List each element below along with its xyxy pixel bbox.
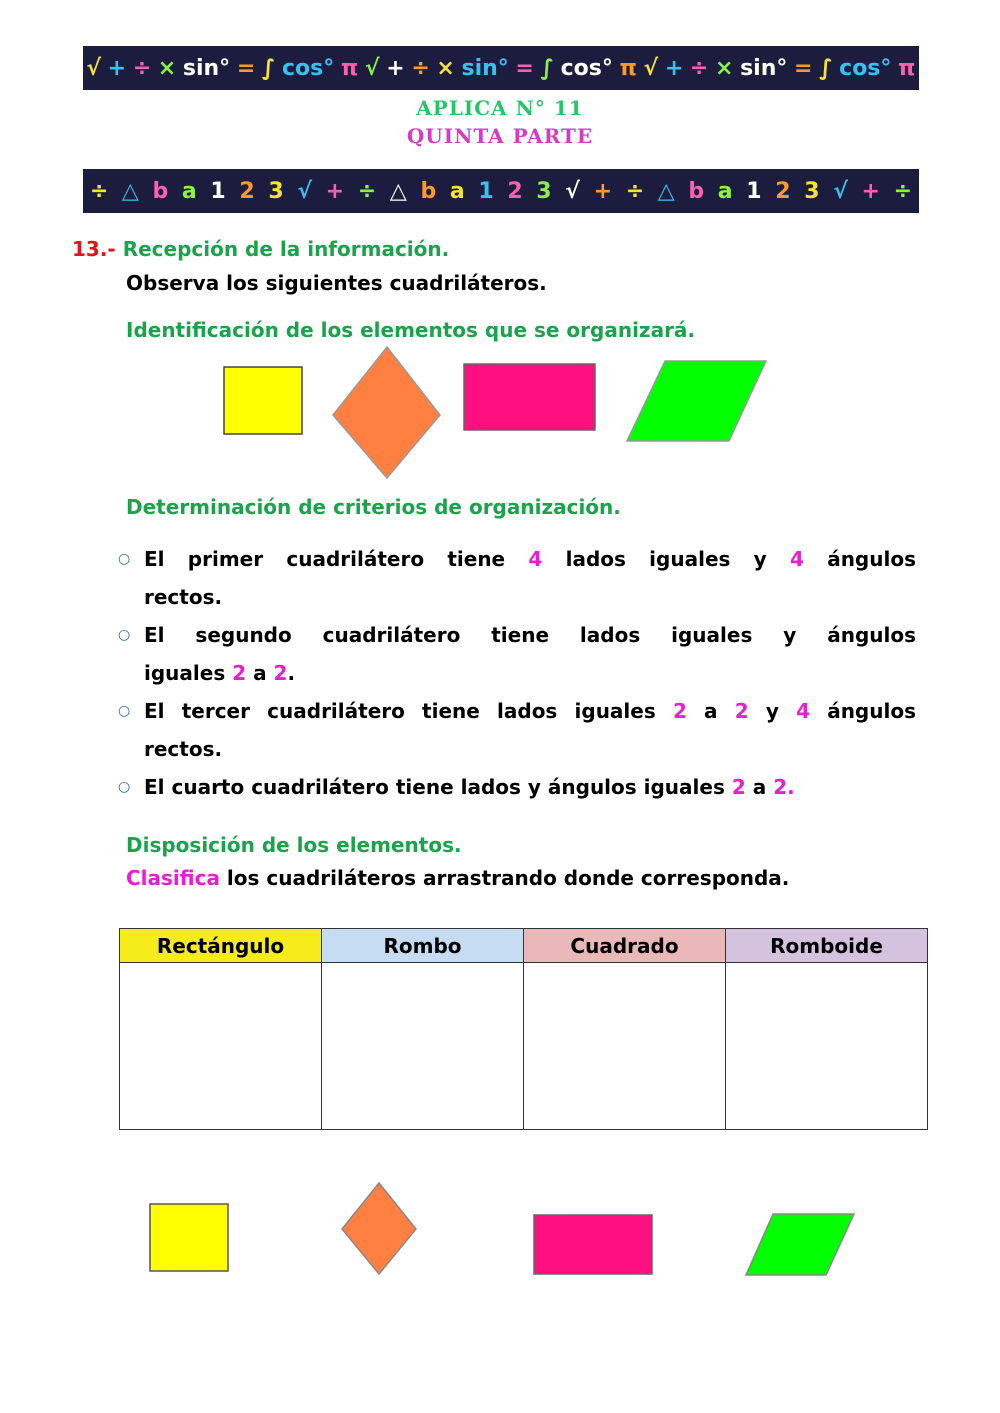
math-symbol: ÷ xyxy=(411,55,430,81)
math-symbol: π xyxy=(619,55,637,81)
math-symbol: 3 xyxy=(536,178,552,204)
reference-rhombus xyxy=(333,347,440,478)
math-symbol: a xyxy=(181,178,197,204)
math-symbol: + xyxy=(107,55,127,81)
math-symbol: cos° xyxy=(839,55,892,81)
math-symbol: + xyxy=(325,178,345,204)
math-symbol: △ xyxy=(121,178,139,204)
math-symbol: b xyxy=(152,178,169,204)
activity-subtitle: QUINTA PARTE xyxy=(406,124,594,148)
header-cuadrado: Cuadrado xyxy=(524,929,726,963)
draggable-square[interactable] xyxy=(150,1204,228,1271)
drop-zone-cuadrado[interactable] xyxy=(524,963,726,1130)
math-symbol: = xyxy=(794,55,813,81)
classification-table xyxy=(119,928,928,1130)
math-symbol: ÷ xyxy=(357,178,377,204)
math-symbol: 3 xyxy=(268,178,284,204)
draggable-rhomboid[interactable] xyxy=(746,1214,854,1275)
criteria-item: ○ El segundo cuadrilátero tiene lados iguales y ángulos iguales 2 a 2. xyxy=(118,616,916,692)
criteria-item: ○ El primer cuadrilátero tiene 4 lados iguales y 4 ángulos rectos. xyxy=(118,540,916,616)
math-symbol: ∫ xyxy=(261,55,276,81)
draggable-rectangle[interactable] xyxy=(534,1215,652,1274)
criteria-item: ○ El tercer cuadrilátero tiene lados iguales 2 a 2 y 4 ángulos rectos. xyxy=(118,692,916,768)
math-symbol: △ xyxy=(389,178,407,204)
math-symbol: 2 xyxy=(239,178,255,204)
drop-zone-romboide[interactable] xyxy=(726,963,928,1130)
math-symbol: a xyxy=(717,178,733,204)
bullet-circle-icon: ○ xyxy=(118,779,131,795)
drop-zone-rectangulo[interactable] xyxy=(120,963,322,1130)
math-symbol: ∫ xyxy=(819,55,833,81)
math-symbol: b xyxy=(420,178,437,204)
math-symbol: + xyxy=(664,55,684,81)
math-symbol: √ xyxy=(565,178,580,204)
math-symbol: 2 xyxy=(507,178,523,204)
activity-title: APLICA N° 11 xyxy=(416,96,584,120)
bullet-circle-icon: ○ xyxy=(118,627,131,643)
header-rectangulo: Rectángulo xyxy=(120,929,322,963)
math-symbol: cos° xyxy=(281,55,335,81)
math-symbol: √ xyxy=(297,178,313,204)
reference-rectangle xyxy=(464,364,595,430)
math-symbol: △ xyxy=(657,178,675,204)
criteria-list xyxy=(118,540,916,806)
math-symbol: √ xyxy=(86,55,101,81)
math-symbol: √ xyxy=(833,178,848,204)
bullet-circle-icon: ○ xyxy=(118,703,131,719)
math-symbol: a xyxy=(449,178,465,204)
math-symbol: 2 xyxy=(775,178,791,204)
section-title: Recepción de la información. xyxy=(122,237,450,261)
math-symbol: × xyxy=(714,55,734,81)
bullet-circle-icon: ○ xyxy=(118,551,131,567)
math-symbol: sin° xyxy=(461,55,509,81)
math-symbol: cos° xyxy=(560,55,613,81)
math-symbol: √ xyxy=(643,55,659,81)
math-symbol: √ xyxy=(364,55,380,81)
header-romboide: Romboide xyxy=(726,929,928,963)
math-symbol: + xyxy=(861,178,880,204)
math-symbol: + xyxy=(593,178,613,204)
criteria-item: ○ El cuarto cuadrilátero tiene lados y ángulos iguales 2 a 2. xyxy=(118,768,916,806)
math-symbol: ÷ xyxy=(89,178,109,204)
math-symbol: ∫ xyxy=(540,55,554,81)
math-symbol: sin° xyxy=(740,55,788,81)
math-symbol: ÷ xyxy=(689,55,709,81)
math-symbol: × xyxy=(436,55,455,81)
reference-rhomboid xyxy=(627,361,766,441)
math-symbol: ÷ xyxy=(893,178,913,204)
math-symbol: = xyxy=(236,55,256,81)
identification-heading: Identificación de los elementos que se organizará. xyxy=(126,318,696,342)
section-number: 13.- xyxy=(72,237,116,261)
math-symbol: × xyxy=(157,55,177,81)
criteria-heading: Determinación de criterios de organización. xyxy=(126,495,621,519)
reference-square xyxy=(224,367,302,434)
classify-instruction: Clasifica los cuadriláteros arrastrando donde corresponda. xyxy=(126,866,790,890)
math-symbol: π xyxy=(340,55,359,81)
disposition-heading: Disposición de los elementos. xyxy=(126,833,462,857)
math-symbol: 1 xyxy=(210,178,226,204)
observe-instruction: Observa los siguientes cuadriláteros. xyxy=(126,271,547,295)
math-symbol: 3 xyxy=(804,178,820,204)
math-symbol: b xyxy=(688,178,705,204)
classify-verb: Clasifica xyxy=(126,866,220,890)
math-symbol: sin° xyxy=(182,55,231,81)
drop-zone-rombo[interactable] xyxy=(322,963,524,1130)
math-symbol: ÷ xyxy=(625,178,645,204)
math-symbol: π xyxy=(898,55,916,81)
header-rombo: Rombo xyxy=(322,929,524,963)
draggable-rhombus[interactable] xyxy=(342,1183,416,1274)
math-symbol: 1 xyxy=(478,178,494,204)
math-symbol: ÷ xyxy=(132,55,152,81)
math-symbol: 1 xyxy=(746,178,762,204)
math-symbol: + xyxy=(386,55,405,81)
math-symbol: = xyxy=(515,55,534,81)
